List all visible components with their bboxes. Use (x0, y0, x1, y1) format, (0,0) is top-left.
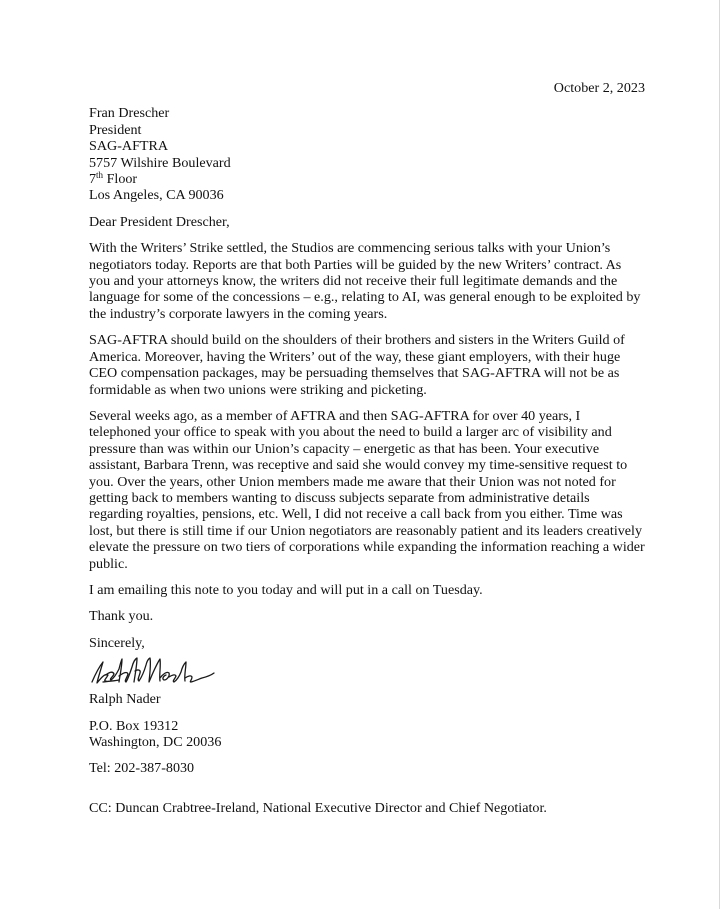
recipient-address (89, 105, 645, 203)
paragraph-3: Several weeks ago, as a member of AFTRA and then SAG-AFTRA for over 40 years, I telephoned your office to speak with you about the need to build a larger arc of visibility and pressure than was within our Union’s capacity – energetic as that has been. Your executive assistant, Barbara Trenn, was receptive and said she would convey my time-sensitive request to you. Over the years, other Union members made me aware that their Union was not noted for getting back to members wanting to discuss subjects separate from administrative details regarding royalties, pensions, etc. Well, I did not receive a call back from you either. Time was lost, but there is still time if our Union negotiators are reasonably patient and its leaders creatively elevate the pressure on two tiers of corporations while expanding the information reaching a wider public. (89, 407, 645, 572)
recipient-street: 5757 Wilshire Boulevard (89, 154, 231, 171)
paragraph-1: With the Writers’ Strike settled, the Studios are commencing serious talks with your Union’s negotiators today. Reports are that both Parties will be guided by the new Writers’ contract. As you and your attorneys know, the writers did not receive their full legitimate demands and the language for some of the concessions – e.g., relating to AI, was general enough to be exploited by the industry’s corporate lawyers in the coming years. (89, 240, 641, 322)
cc-line: CC: Duncan Crabtree-Ireland, National Executive Director and Chief Negotiator. (89, 799, 547, 816)
signer-name: Ralph Nader (89, 691, 161, 708)
floor-suffix: th (96, 170, 104, 181)
salutation: Dear President Drescher, (89, 213, 230, 230)
letter-date: October 2, 2023 (553, 80, 645, 96)
signer-telephone: Tel: 202-387-8030 (89, 760, 195, 777)
recipient-city-state-zip: Los Angeles, CA 90036 (89, 187, 224, 204)
paragraph-2: SAG-AFTRA should build on the shoulders of their brothers and sisters in the Writers Guild of America. Moreover, having the Writers’ out of the way, these giant employers, with their huge CEO compensation packages, may be persuading themselves that SAG-AFTRA will not be as formidable as when two unions were striking and picketing. (89, 332, 625, 398)
recipient-name: Fran Drescher (89, 105, 170, 122)
closing-line: Sincerely, (89, 634, 145, 651)
recipient-title: President (89, 121, 142, 138)
signature-icon (89, 651, 645, 691)
signer-po-box: P.O. Box 19312 (89, 717, 179, 734)
recipient-organization: SAG-AFTRA (89, 138, 169, 155)
floor-number: 7 (89, 171, 97, 188)
signer-city-state-zip: Washington, DC 20036 (89, 734, 222, 750)
letter-body (89, 80, 645, 816)
recipient-floor (89, 171, 645, 187)
floor-word: Floor (103, 171, 138, 188)
signer-address (89, 718, 645, 751)
thanks-line: Thank you. (89, 608, 154, 625)
paragraph-4: I am emailing this note to you today and will put in a call on Tuesday. (89, 581, 483, 598)
